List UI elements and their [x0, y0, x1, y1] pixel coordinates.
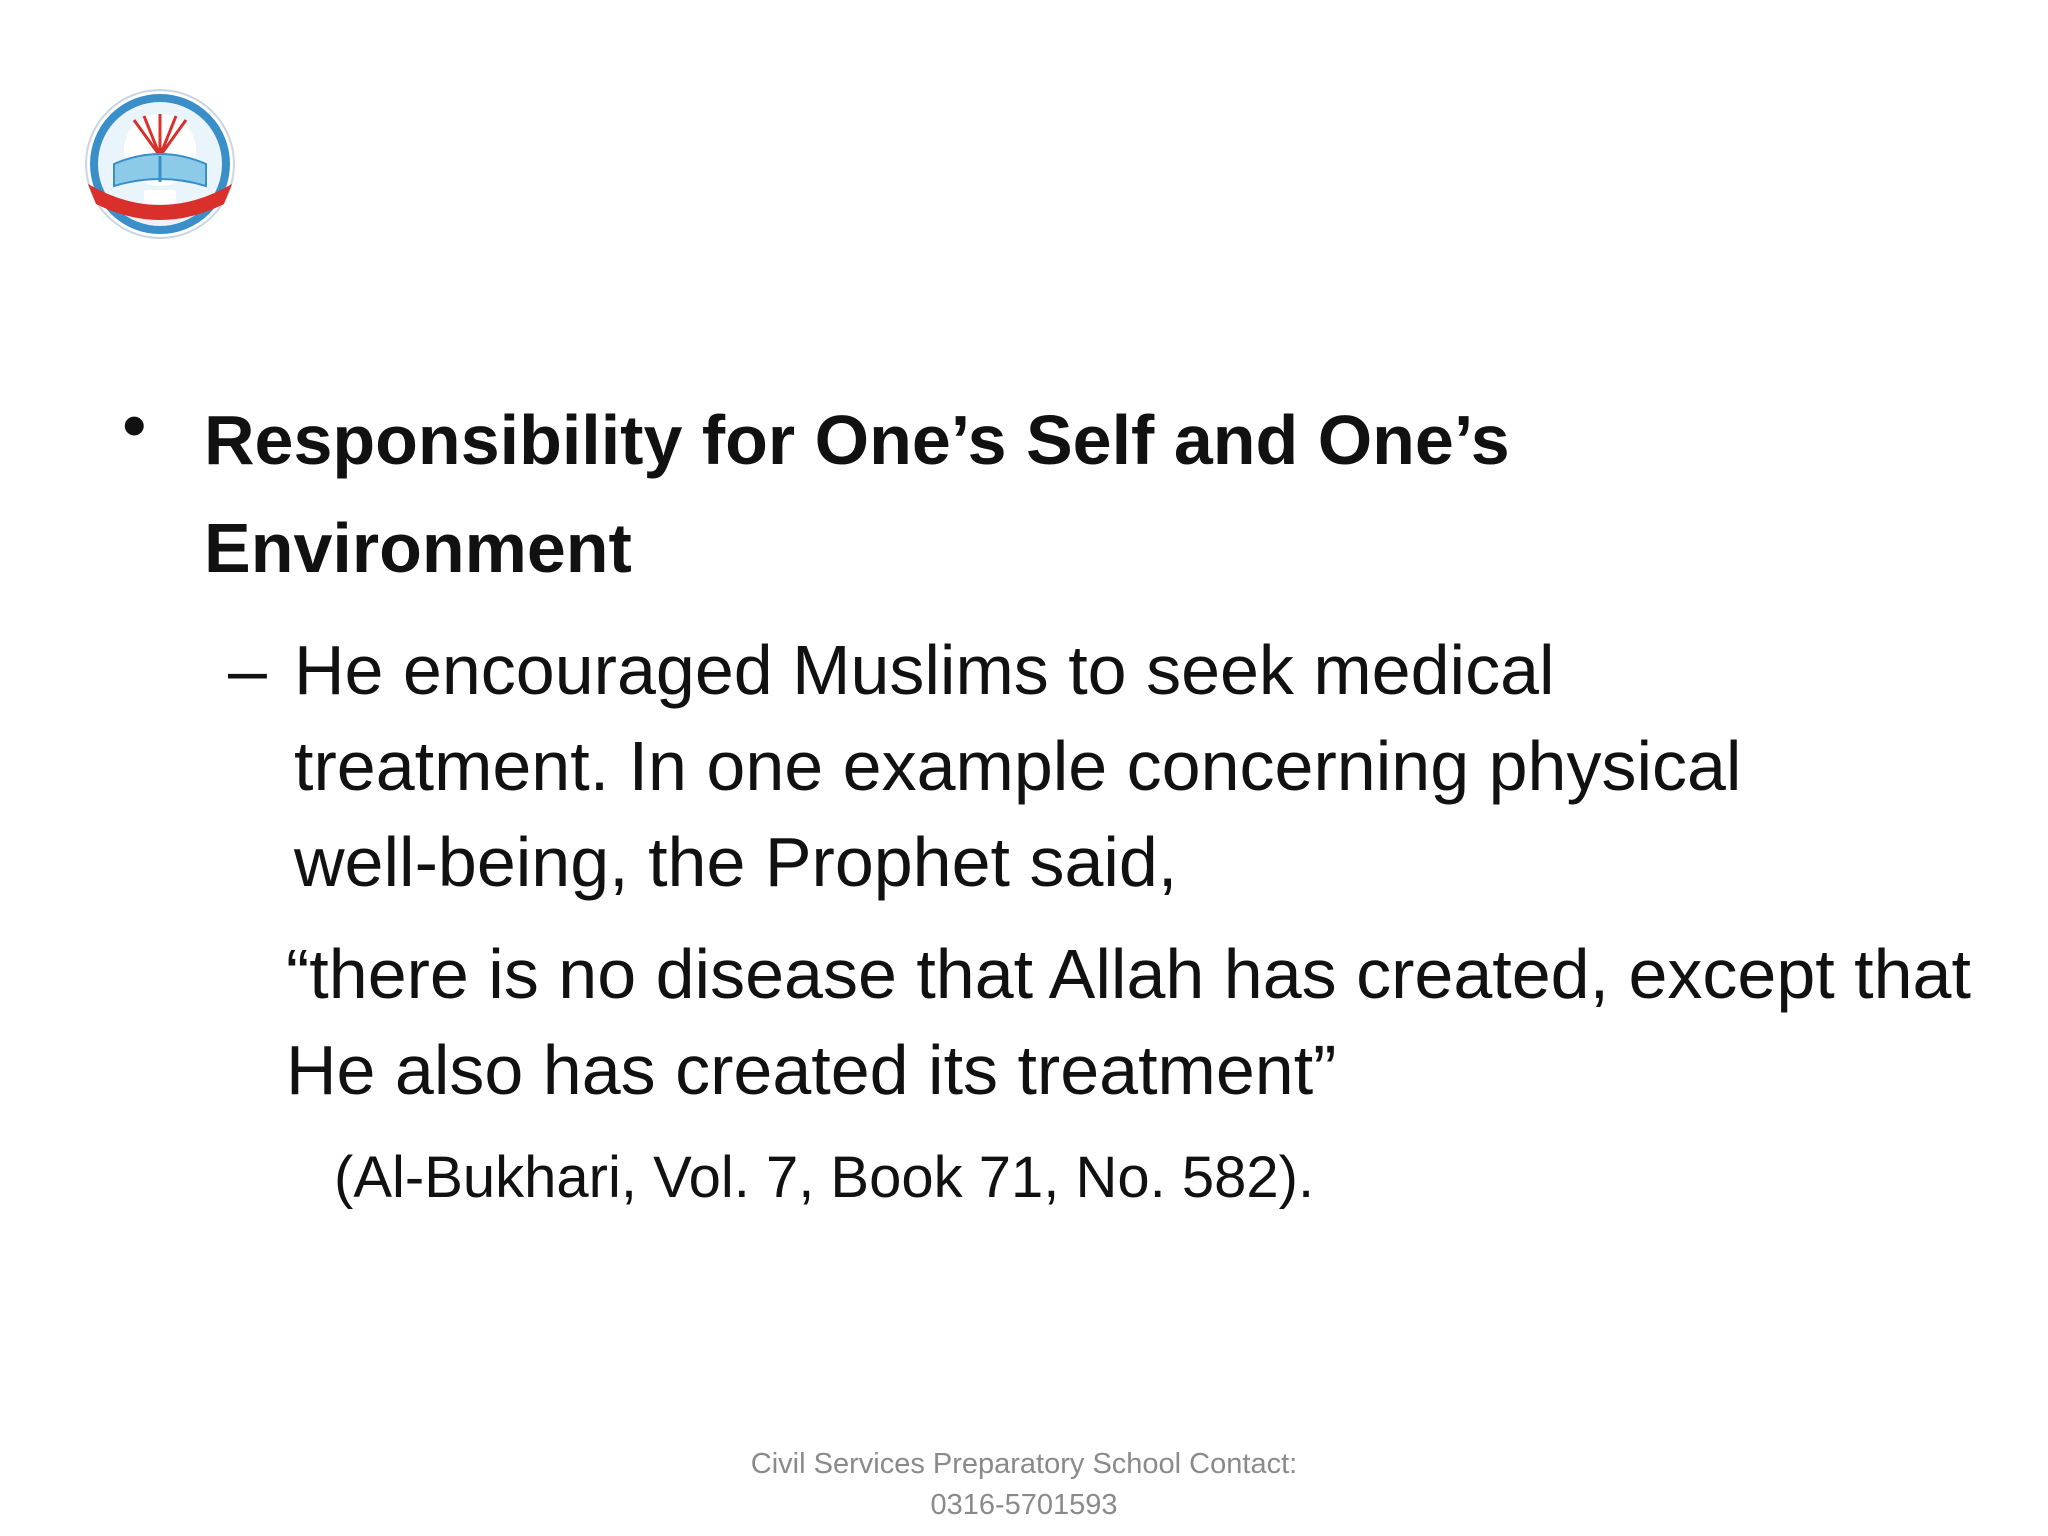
citation: (Al-Bukhari, Vol. 7, Book 71, No. 582). — [334, 1145, 1315, 1210]
footer — [624, 1444, 1424, 1526]
sub-point-text: He encouraged Muslims to seek medical treatment. In one example concerning physical well-being, the Prophet said, — [294, 631, 1742, 901]
slide-heading: Responsibility for One’s Self and One’s Environment — [204, 401, 1510, 587]
hadith-quote: “there is no disease that Allah has created, except that He also has created its treatment” — [286, 935, 1971, 1109]
footer-phone: 0316-5701593 — [930, 1489, 1118, 1521]
bullet-symbol: • — [122, 386, 147, 464]
sub-bullet-symbol: – — [228, 631, 267, 709]
csps-logo — [74, 86, 246, 242]
footer-contact-label: Civil Services Preparatory School Contact: — [750, 1448, 1298, 1480]
